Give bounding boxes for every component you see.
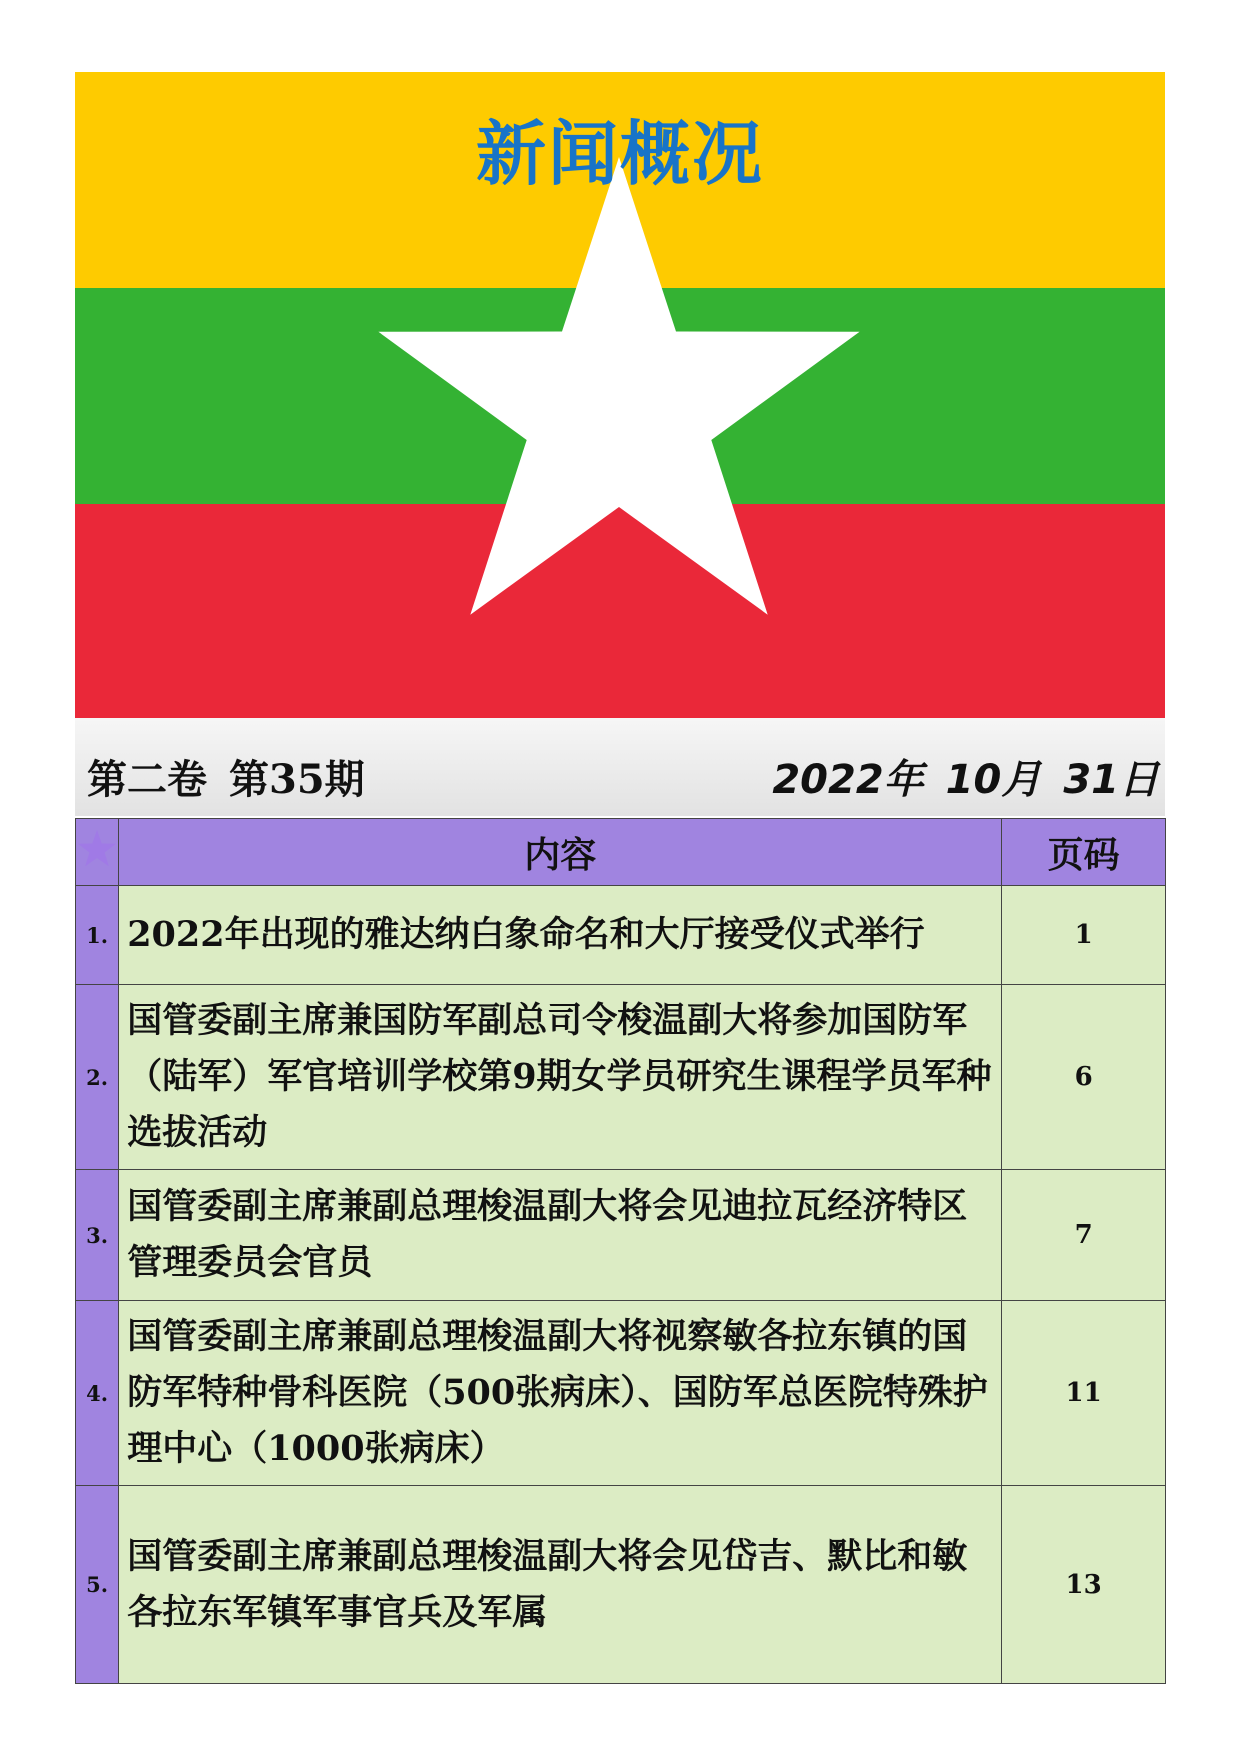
table-row[interactable] <box>76 1170 1166 1301</box>
row-title[interactable]: 国管委副主席兼副总理梭温副大将会见岱吉、默比和敏各拉东军镇军事官兵及军属 <box>119 1486 1002 1684</box>
row-number: 4. <box>76 1301 119 1486</box>
row-page: 6 <box>1002 985 1166 1170</box>
page-title: 新闻概况 <box>476 113 764 195</box>
row-page: 1 <box>1002 886 1166 985</box>
toc-header-star-cell <box>76 819 119 886</box>
issue-date <box>750 748 1159 805</box>
issue-year: 2022年 <box>772 757 924 803</box>
row-title[interactable]: 国管委副主席兼副总理梭温副大将视察敏各拉东镇的国防军特种骨科医院（500张病床）、国防军总医院特殊护理中心（1000张病床） <box>119 1301 1002 1486</box>
issue-day: 31日 <box>1063 757 1159 803</box>
row-number: 2. <box>76 985 119 1170</box>
star-icon <box>76 827 118 869</box>
table-row[interactable] <box>76 985 1166 1170</box>
toc-header-content: 内容 <box>119 819 1002 886</box>
issue-volume: 第二卷 <box>87 756 207 803</box>
cover-flag <box>75 72 1165 718</box>
row-page: 11 <box>1002 1301 1166 1486</box>
issue-month: 10月 <box>945 757 1042 803</box>
table-of-contents <box>75 818 1166 1684</box>
row-number: 1. <box>76 886 119 985</box>
row-title[interactable]: 2022年出现的雅达纳白象命名和大厅接受仪式举行 <box>119 886 1002 985</box>
toc-header-page: 页码 <box>1002 819 1166 886</box>
row-number: 5. <box>76 1486 119 1684</box>
row-page: 13 <box>1002 1486 1166 1684</box>
row-title[interactable]: 国管委副主席兼副总理梭温副大将会见迪拉瓦经济特区管理委员会官员 <box>119 1170 1002 1301</box>
issue-bar <box>75 718 1165 816</box>
row-number: 3. <box>76 1170 119 1301</box>
table-row[interactable] <box>76 886 1166 985</box>
row-title[interactable]: 国管委副主席兼国防军副总司令梭温副大将参加国防军（陆军）军官培训学校第9期女学员研究生课程学员军种选拔活动 <box>119 985 1002 1170</box>
issue-volume-number <box>87 748 387 805</box>
toc-header-row <box>76 819 1166 886</box>
table-row[interactable] <box>76 1301 1166 1486</box>
row-page: 7 <box>1002 1170 1166 1301</box>
table-row[interactable] <box>76 1486 1166 1684</box>
issue-number: 第35期 <box>229 756 365 803</box>
